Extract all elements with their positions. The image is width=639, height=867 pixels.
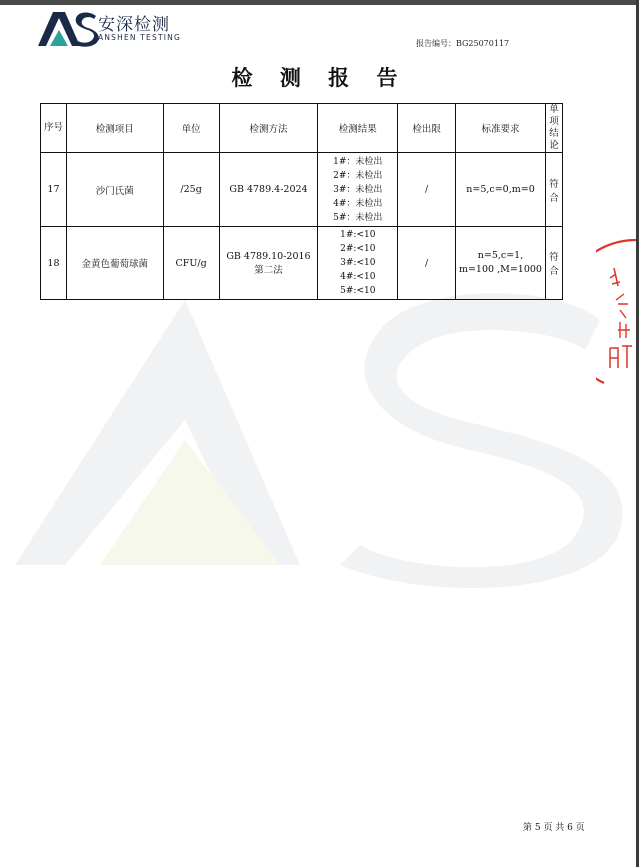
- row-method: [219, 227, 318, 300]
- method-line: GB 4789.4-2024: [229, 184, 308, 195]
- row-standard: [456, 153, 546, 227]
- result-line: 4#:<10: [340, 272, 376, 282]
- result-line: 1#:<10: [340, 230, 376, 240]
- result-line: 3#:<10: [340, 258, 376, 268]
- top-border: [0, 0, 639, 5]
- row-unit: CFU/g: [163, 227, 219, 300]
- logo-chinese-name: 安深检测: [98, 15, 170, 35]
- method-line: 第二法: [254, 264, 283, 276]
- result-line: 1#：未检出: [333, 156, 383, 167]
- result-line: 4#：未检出: [333, 198, 383, 209]
- method-line: GB 4789.10-2016: [226, 250, 311, 262]
- standard-line: n=5,c=1,: [477, 250, 524, 261]
- row-limit: /: [398, 227, 456, 300]
- row-unit: /25g: [163, 153, 219, 227]
- official-seal-stamp: [596, 238, 636, 388]
- row-item: 沙门氏菌: [66, 153, 163, 227]
- page-title: 检 测 报 告: [231, 66, 408, 90]
- page-number: 第 5 页 共 6 页: [523, 823, 585, 833]
- header-conclusion: 单项结论: [545, 104, 562, 153]
- header-limit: 检出限: [398, 104, 456, 153]
- table-row: [41, 153, 563, 227]
- results-table: [40, 103, 563, 300]
- row-results: [318, 227, 398, 300]
- result-line: 5#:<10: [340, 286, 376, 296]
- header-unit: 单位: [163, 104, 219, 153]
- report-number: 报告编号：BG25070117: [416, 39, 510, 48]
- header-item: 检测项目: [66, 104, 163, 153]
- row-limit: /: [398, 153, 456, 227]
- header-standard: 标准要求: [456, 104, 546, 153]
- result-line: 3#：未检出: [333, 184, 383, 195]
- row-standard: [456, 227, 546, 300]
- row-no: 18: [41, 227, 67, 300]
- result-line: 2#：未检出: [333, 170, 383, 181]
- logo-english-name: ANSHEN TESTING: [98, 33, 181, 42]
- standard-line: m=100 ,M=1000: [458, 264, 542, 275]
- row-item: 金黄色葡萄球菌: [66, 227, 163, 300]
- header-results: 检测结果: [318, 104, 398, 153]
- standard-line: n=5,c=0,m=0: [466, 183, 535, 195]
- table-header-row: [41, 104, 563, 153]
- result-line: 2#:<10: [340, 244, 376, 254]
- row-conclusion: 符合: [545, 153, 562, 227]
- result-line: 5#：未检出: [333, 212, 383, 223]
- header-method: 检测方法: [219, 104, 318, 153]
- header-no: 序号: [41, 104, 67, 153]
- row-no: 17: [41, 153, 67, 227]
- row-results: [318, 153, 398, 227]
- watermark-logo: [0, 280, 639, 600]
- row-conclusion: 符合: [545, 227, 562, 300]
- table-row: [41, 227, 563, 300]
- row-method: [219, 153, 318, 227]
